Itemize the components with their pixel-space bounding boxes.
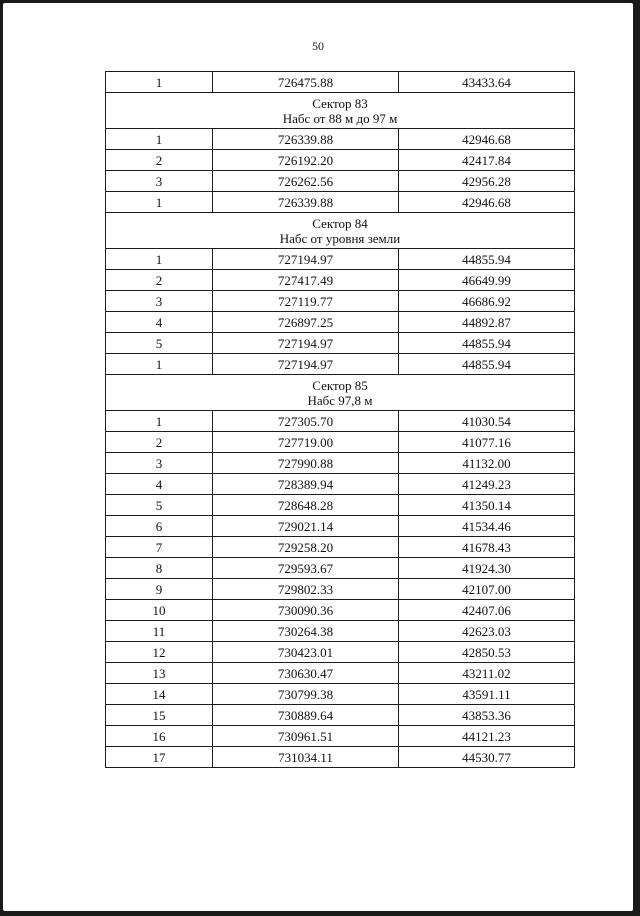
point-number-cell: 12 <box>106 642 213 663</box>
y-coordinate-cell: 42407.06 <box>399 600 575 621</box>
table-row <box>106 747 575 768</box>
y-coordinate-cell: 43433.64 <box>399 72 575 93</box>
table-row <box>106 558 575 579</box>
y-coordinate-cell: 41678.43 <box>399 537 575 558</box>
section-subtitle: Набс от 88 м до 97 м <box>282 111 398 126</box>
x-coordinate-cell: 727194.97 <box>213 249 399 270</box>
point-number-cell: 2 <box>106 150 213 171</box>
point-number-cell: 3 <box>106 453 213 474</box>
table-row <box>106 192 575 213</box>
section-title: Сектор 85 <box>312 378 368 393</box>
x-coordinate-cell: 730423.01 <box>213 642 399 663</box>
y-coordinate-cell: 41077.16 <box>399 432 575 453</box>
x-coordinate-cell: 726339.88 <box>213 129 399 150</box>
y-coordinate-cell: 42107.00 <box>399 579 575 600</box>
x-coordinate-cell: 727305.70 <box>213 411 399 432</box>
table-row <box>106 621 575 642</box>
document-page <box>3 3 633 911</box>
table-row <box>106 453 575 474</box>
point-number-cell: 2 <box>106 432 213 453</box>
table-row <box>106 333 575 354</box>
table-row <box>106 249 575 270</box>
y-coordinate-cell: 44121.23 <box>399 726 575 747</box>
table-row <box>106 129 575 150</box>
point-number-cell: 1 <box>106 129 213 150</box>
table-row <box>106 495 575 516</box>
y-coordinate-cell: 44855.94 <box>399 354 575 375</box>
table-row <box>106 684 575 705</box>
point-number-cell: 1 <box>106 72 213 93</box>
x-coordinate-cell: 726475.88 <box>213 72 399 93</box>
point-number-cell: 10 <box>106 600 213 621</box>
point-number-cell: 3 <box>106 171 213 192</box>
point-number-cell: 17 <box>106 747 213 768</box>
y-coordinate-cell: 43211.02 <box>399 663 575 684</box>
y-coordinate-cell: 42850.53 <box>399 642 575 663</box>
page-number: 50 <box>312 39 324 53</box>
point-number-cell: 8 <box>106 558 213 579</box>
point-number-cell: 2 <box>106 270 213 291</box>
section-subtitle: Набс от уровня земли <box>279 231 401 246</box>
coordinates-table <box>105 71 575 768</box>
y-coordinate-cell: 43591.11 <box>399 684 575 705</box>
x-coordinate-cell: 731034.11 <box>213 747 399 768</box>
x-coordinate-cell: 726262.56 <box>213 171 399 192</box>
y-coordinate-cell: 42946.68 <box>399 192 575 213</box>
y-coordinate-cell: 42956.28 <box>399 171 575 192</box>
y-coordinate-cell: 41249.23 <box>399 474 575 495</box>
y-coordinate-cell: 42946.68 <box>399 129 575 150</box>
x-coordinate-cell: 727417.49 <box>213 270 399 291</box>
y-coordinate-cell: 46649.99 <box>399 270 575 291</box>
table-row <box>106 150 575 171</box>
x-coordinate-cell: 726192.20 <box>213 150 399 171</box>
x-coordinate-cell: 730090.36 <box>213 600 399 621</box>
point-number-cell: 15 <box>106 705 213 726</box>
x-coordinate-cell: 728389.94 <box>213 474 399 495</box>
table-row <box>106 663 575 684</box>
point-number-cell: 9 <box>106 579 213 600</box>
point-number-cell: 4 <box>106 474 213 495</box>
x-coordinate-cell: 727194.97 <box>213 333 399 354</box>
x-coordinate-cell: 730799.38 <box>213 684 399 705</box>
x-coordinate-cell: 726339.88 <box>213 192 399 213</box>
table-row <box>106 642 575 663</box>
table-row <box>106 726 575 747</box>
section-header-row <box>106 93 575 129</box>
x-coordinate-cell: 730961.51 <box>213 726 399 747</box>
y-coordinate-cell: 41132.00 <box>399 453 575 474</box>
point-number-cell: 7 <box>106 537 213 558</box>
x-coordinate-cell: 730630.47 <box>213 663 399 684</box>
x-coordinate-cell: 727119.77 <box>213 291 399 312</box>
section-header-row <box>106 375 575 411</box>
x-coordinate-cell: 727719.00 <box>213 432 399 453</box>
table-row <box>106 474 575 495</box>
y-coordinate-cell: 44855.94 <box>399 333 575 354</box>
x-coordinate-cell: 729258.20 <box>213 537 399 558</box>
x-coordinate-cell: 729593.67 <box>213 558 399 579</box>
point-number-cell: 3 <box>106 291 213 312</box>
coordinates-table-body <box>106 72 575 768</box>
section-header <box>106 375 575 411</box>
point-number-cell: 16 <box>106 726 213 747</box>
point-number-cell: 5 <box>106 495 213 516</box>
table-row <box>106 312 575 333</box>
x-coordinate-cell: 727990.88 <box>213 453 399 474</box>
y-coordinate-cell: 44530.77 <box>399 747 575 768</box>
table-row <box>106 72 575 93</box>
point-number-cell: 1 <box>106 249 213 270</box>
point-number-cell: 14 <box>106 684 213 705</box>
table-row <box>106 270 575 291</box>
y-coordinate-cell: 43853.36 <box>399 705 575 726</box>
y-coordinate-cell: 42623.03 <box>399 621 575 642</box>
x-coordinate-cell: 729021.14 <box>213 516 399 537</box>
table-row <box>106 354 575 375</box>
y-coordinate-cell: 44855.94 <box>399 249 575 270</box>
point-number-cell: 13 <box>106 663 213 684</box>
section-header <box>106 93 575 129</box>
y-coordinate-cell: 41924.30 <box>399 558 575 579</box>
table-row <box>106 705 575 726</box>
y-coordinate-cell: 41534.46 <box>399 516 575 537</box>
y-coordinate-cell: 41350.14 <box>399 495 575 516</box>
section-header <box>106 213 575 249</box>
x-coordinate-cell: 730889.64 <box>213 705 399 726</box>
table-row <box>106 411 575 432</box>
table-row <box>106 432 575 453</box>
table-row <box>106 516 575 537</box>
table-row <box>106 291 575 312</box>
y-coordinate-cell: 41030.54 <box>399 411 575 432</box>
point-number-cell: 1 <box>106 354 213 375</box>
table-row <box>106 537 575 558</box>
point-number-cell: 4 <box>106 312 213 333</box>
x-coordinate-cell: 727194.97 <box>213 354 399 375</box>
point-number-cell: 5 <box>106 333 213 354</box>
table-row <box>106 579 575 600</box>
x-coordinate-cell: 730264.38 <box>213 621 399 642</box>
table-row <box>106 171 575 192</box>
section-title: Сектор 83 <box>312 96 368 111</box>
y-coordinate-cell: 42417.84 <box>399 150 575 171</box>
section-title: Сектор 84 <box>312 216 368 231</box>
x-coordinate-cell: 726897.25 <box>213 312 399 333</box>
point-number-cell: 6 <box>106 516 213 537</box>
table-row <box>106 600 575 621</box>
section-header-row <box>106 213 575 249</box>
x-coordinate-cell: 729802.33 <box>213 579 399 600</box>
y-coordinate-cell: 44892.87 <box>399 312 575 333</box>
x-coordinate-cell: 728648.28 <box>213 495 399 516</box>
point-number-cell: 1 <box>106 411 213 432</box>
section-subtitle: Набс 97,8 м <box>307 393 373 408</box>
point-number-cell: 11 <box>106 621 213 642</box>
y-coordinate-cell: 46686.92 <box>399 291 575 312</box>
point-number-cell: 1 <box>106 192 213 213</box>
